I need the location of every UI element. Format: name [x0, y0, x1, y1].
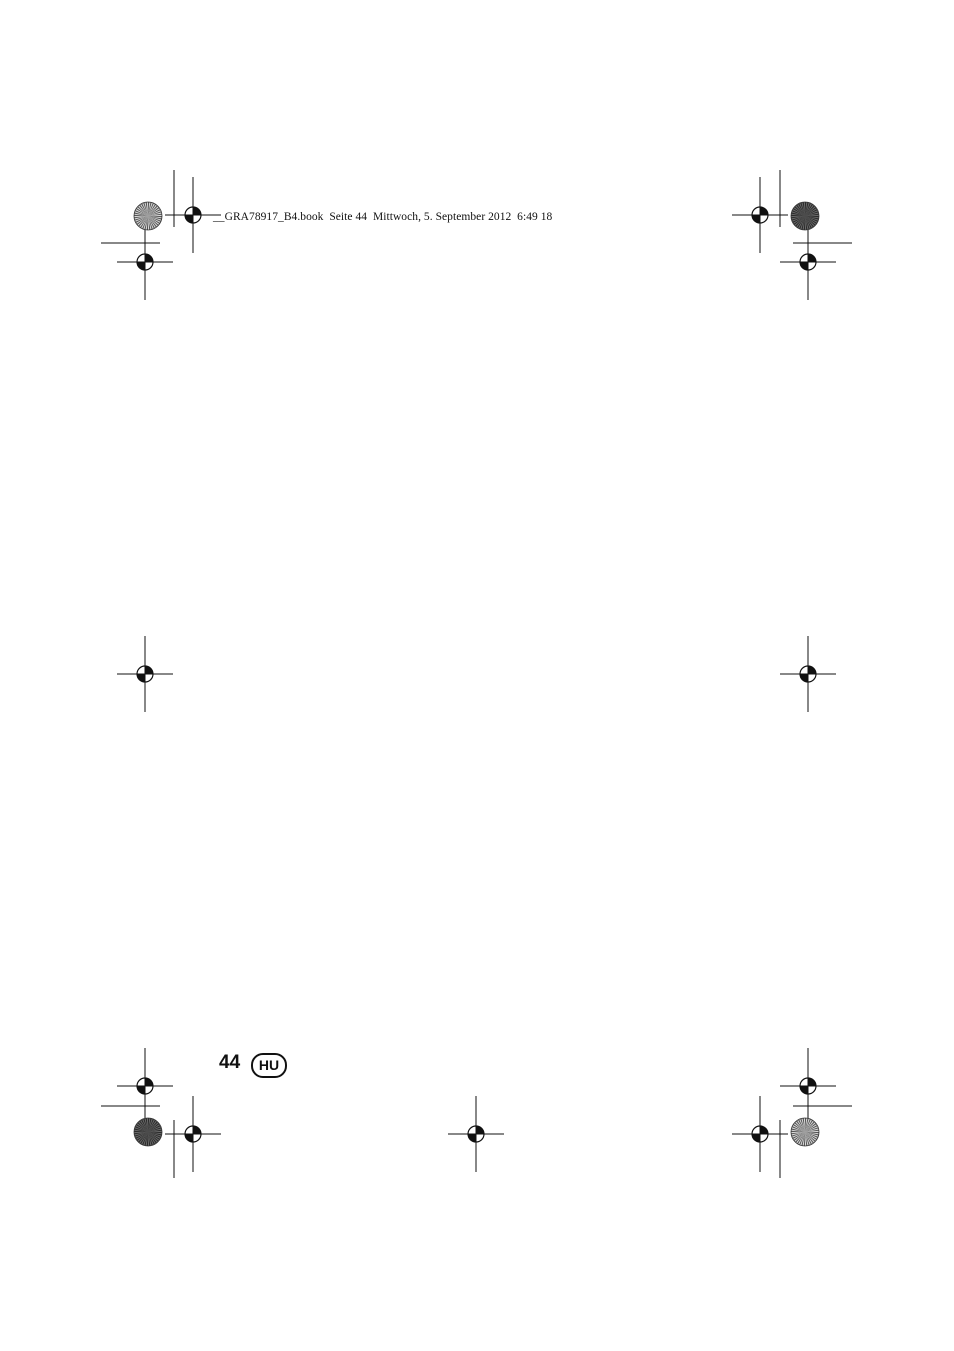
registration-mark-icon-bottom-center — [448, 1096, 504, 1172]
registration-mark-icon-left-middle — [117, 636, 173, 712]
registration-mark-icon-right-middle — [780, 636, 836, 712]
starburst-target-icon-bottom-right — [791, 1118, 819, 1146]
print-slug-line: __GRA78917_B4.book Seite 44 Mittwoch, 5. September 2012 6:49 18 — [213, 211, 553, 223]
crop-marks-top — [101, 170, 852, 243]
starburst-target-icon-top-left — [134, 202, 162, 230]
registration-mark-icon-right-lower — [780, 1048, 836, 1124]
starburst-target-icon-bottom-left — [134, 1118, 162, 1146]
registration-mark-icon-left-lower — [117, 1048, 173, 1124]
starburst-target-icon-top-right — [791, 202, 819, 230]
page-number: 44 — [219, 1052, 241, 1073]
registration-mark-icon-bottom-left — [165, 1096, 221, 1172]
registration-mark-icon-right-upper — [780, 224, 836, 300]
language-badge: HU — [251, 1053, 287, 1078]
registration-mark-icon-left-upper — [117, 224, 173, 300]
